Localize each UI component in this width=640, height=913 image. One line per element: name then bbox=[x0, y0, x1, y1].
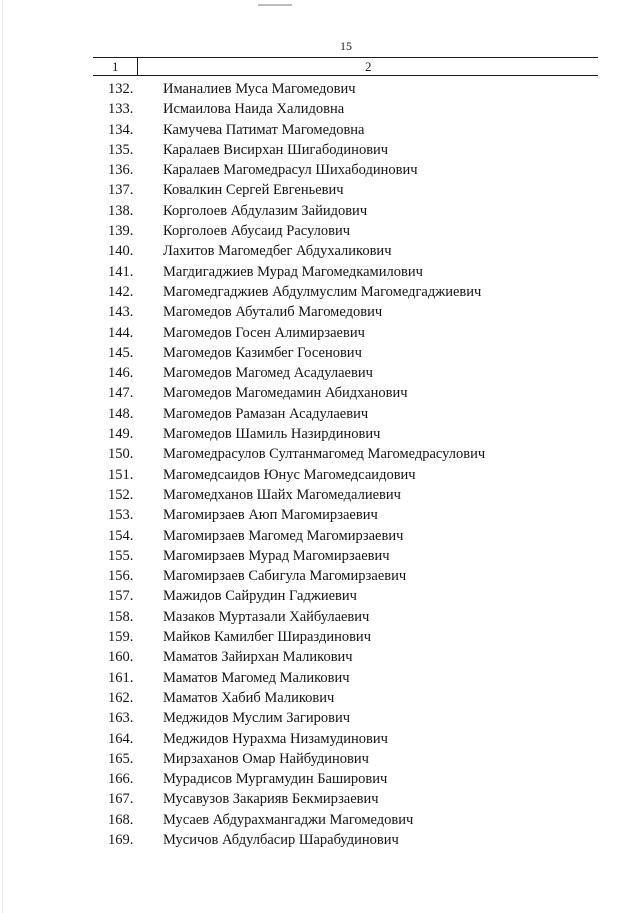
table-row bbox=[0, 79, 640, 99]
row-number: 139. bbox=[108, 223, 134, 240]
person-name: Магомедрасулов Султанмагомед Магомедрасулович bbox=[163, 446, 486, 463]
row-number: 161. bbox=[108, 669, 134, 686]
page-number: 15 bbox=[340, 39, 352, 53]
person-name: Магомирзаев Сабигула Магомирзаевич bbox=[163, 568, 407, 585]
table-row bbox=[0, 424, 640, 444]
table-row bbox=[0, 241, 640, 261]
table-row bbox=[0, 688, 640, 708]
person-name: Иманалиев Муса Магомедович bbox=[163, 81, 356, 97]
column-divider bbox=[137, 58, 138, 75]
table-row bbox=[0, 383, 640, 403]
table-row bbox=[0, 708, 640, 728]
person-name: Мажидов Сайрудин Гаджиевич bbox=[163, 588, 357, 605]
person-name: Каралаев Магомедрасул Шихабодинович bbox=[163, 162, 418, 179]
person-name: Магомирзаев Мурад Магомирзаевич bbox=[163, 547, 390, 564]
table-row bbox=[0, 647, 640, 667]
table-row bbox=[0, 789, 640, 809]
person-name: Ковалкин Сергей Евгеньевич bbox=[163, 182, 344, 199]
row-number: 140. bbox=[108, 243, 134, 260]
row-number: 133. bbox=[108, 101, 134, 118]
person-name: Мусичов Абдулбасир Шарабудинович bbox=[163, 831, 399, 848]
row-number: 132. bbox=[108, 81, 134, 97]
person-name: Мирзаханов Омар Найбудинович bbox=[163, 750, 369, 767]
person-name: Лахитов Магомедбег Абдухаликович bbox=[163, 243, 392, 260]
row-number: 159. bbox=[108, 629, 134, 646]
row-number: 164. bbox=[108, 730, 134, 747]
row-number: 145. bbox=[108, 344, 134, 361]
table-row bbox=[0, 343, 640, 363]
table-row bbox=[0, 302, 640, 322]
person-name: Магомедсаидов Юнус Магомедсаидович bbox=[163, 466, 416, 483]
table-row bbox=[0, 323, 640, 343]
person-name: Мусавузов Закарияв Бекмирзаевич bbox=[163, 791, 379, 808]
table-row bbox=[0, 221, 640, 241]
row-number: 168. bbox=[108, 811, 134, 828]
table-row bbox=[0, 586, 640, 606]
table-row bbox=[0, 140, 640, 160]
table-row bbox=[0, 729, 640, 749]
table-row bbox=[0, 363, 640, 383]
row-number: 148. bbox=[108, 405, 134, 422]
person-name: Каралаев Висирхан Шигабодинович bbox=[163, 141, 389, 158]
table-row bbox=[0, 160, 640, 180]
person-name: Магомедханов Шайх Магомедалиевич bbox=[163, 486, 401, 503]
person-name: Меджидов Муслим Загирович bbox=[163, 710, 351, 727]
table-row bbox=[0, 546, 640, 566]
scan-artifact bbox=[258, 4, 292, 6]
person-name: Камучева Патимат Магомедовна bbox=[163, 121, 365, 138]
person-name: Меджидов Нурахма Низамудинович bbox=[163, 730, 388, 747]
row-number: 157. bbox=[108, 588, 134, 605]
table-row bbox=[0, 282, 640, 302]
row-number: 155. bbox=[108, 547, 134, 564]
row-number: 143. bbox=[108, 304, 134, 321]
person-name: Магомедов Шамиль Назирдинович bbox=[163, 426, 381, 443]
table-row bbox=[0, 404, 640, 424]
table-row bbox=[0, 749, 640, 769]
person-name: Мурадисов Мургамудин Баширович bbox=[163, 771, 388, 788]
person-name: Магомедгаджиев Абдулмуслим Магомедгаджиевич bbox=[163, 283, 482, 300]
row-number: 166. bbox=[108, 771, 134, 788]
table-row bbox=[0, 262, 640, 282]
name-list bbox=[0, 79, 640, 850]
row-number: 156. bbox=[108, 568, 134, 585]
row-number: 163. bbox=[108, 710, 134, 727]
person-name: Маматов Магомед Маликович bbox=[163, 669, 350, 686]
person-name: Майков Камилбег Шираздинович bbox=[163, 629, 371, 646]
row-number: 138. bbox=[108, 202, 134, 219]
person-name: Магомедов Магомедамин Абидханович bbox=[163, 385, 408, 402]
table-row bbox=[0, 668, 640, 688]
table-row bbox=[0, 201, 640, 221]
table-row bbox=[0, 769, 640, 789]
column-header-number: 1 bbox=[112, 59, 119, 74]
table-row bbox=[0, 810, 640, 830]
row-number: 169. bbox=[108, 831, 134, 848]
row-number: 162. bbox=[108, 689, 134, 706]
table-row bbox=[0, 444, 640, 464]
person-name: Корголоев Абусаид Расулович bbox=[163, 223, 351, 240]
person-name: Маматов Зайирхан Маликович bbox=[163, 649, 353, 666]
row-number: 144. bbox=[108, 324, 134, 341]
row-number: 167. bbox=[108, 791, 134, 808]
row-number: 165. bbox=[108, 750, 134, 767]
row-number: 146. bbox=[108, 365, 134, 382]
person-name: Маматов Хабиб Маликович bbox=[163, 689, 335, 706]
column-header-name: 2 bbox=[365, 59, 372, 74]
person-name: Магомедов Рамазан Асадулаевич bbox=[163, 405, 369, 422]
person-name: Корголоев Абдулазим Зайидович bbox=[163, 202, 368, 219]
table-row bbox=[0, 485, 640, 505]
person-name: Мусаев Абдурахмангаджи Магомедович bbox=[163, 811, 414, 828]
person-name: Магомедов Казимбег Госенович bbox=[163, 344, 362, 361]
row-number: 150. bbox=[108, 446, 134, 463]
person-name: Магомирзаев Аюп Магомирзаевич bbox=[163, 507, 378, 524]
table-row bbox=[0, 627, 640, 647]
table-row bbox=[0, 830, 640, 850]
row-number: 141. bbox=[108, 263, 134, 280]
row-number: 134. bbox=[108, 121, 134, 138]
row-number: 149. bbox=[108, 426, 134, 443]
table-row bbox=[0, 465, 640, 485]
person-name: Магомедов Абуталиб Магомедович bbox=[163, 304, 383, 321]
row-number: 136. bbox=[108, 162, 134, 179]
row-number: 153. bbox=[108, 507, 134, 524]
row-number: 142. bbox=[108, 283, 134, 300]
person-name: Исмаилова Наида Халидовна bbox=[163, 101, 345, 118]
table-row bbox=[0, 566, 640, 586]
row-number: 158. bbox=[108, 608, 134, 625]
person-name: Магомедов Магомед Асадулаевич bbox=[163, 365, 373, 382]
table-row bbox=[0, 526, 640, 546]
person-name: Магомирзаев Магомед Магомирзаевич bbox=[163, 527, 404, 544]
row-number: 135. bbox=[108, 141, 134, 158]
person-name: Магомедов Госен Алимирзаевич bbox=[163, 324, 365, 341]
person-name: Магдигаджиев Мурад Магомедкамилович bbox=[163, 263, 423, 280]
row-number: 160. bbox=[108, 649, 134, 666]
table-row bbox=[0, 99, 640, 119]
row-number: 137. bbox=[108, 182, 134, 199]
table-header bbox=[93, 57, 598, 76]
table-row bbox=[0, 120, 640, 140]
table-row bbox=[0, 505, 640, 525]
table-row bbox=[0, 180, 640, 200]
row-number: 154. bbox=[108, 527, 134, 544]
table-row bbox=[0, 607, 640, 627]
row-number: 152. bbox=[108, 486, 134, 503]
row-number: 151. bbox=[108, 466, 134, 483]
row-number: 147. bbox=[108, 385, 134, 402]
person-name: Мазаков Муртазали Хайбулаевич bbox=[163, 608, 370, 625]
